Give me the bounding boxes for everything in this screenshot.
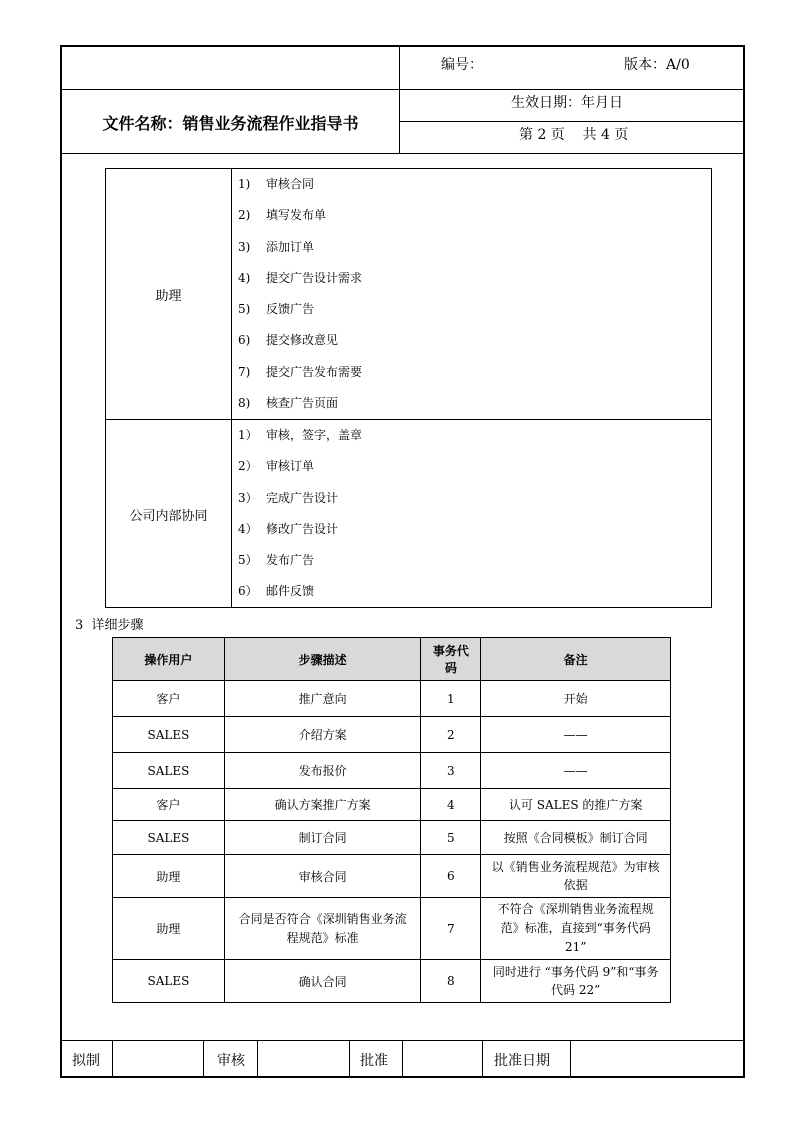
- cell-user: 客户: [113, 681, 225, 717]
- cell-desc: 介绍方案: [224, 717, 421, 753]
- review-label: 审核: [217, 1052, 245, 1069]
- list-item: 6） 邮件反馈: [238, 584, 315, 599]
- cell-code: 3: [421, 753, 481, 789]
- cell-desc: 确认方案推广方案: [224, 789, 421, 821]
- list-item: 6) 提交修改意见: [238, 333, 339, 348]
- cell-note: ——: [481, 717, 671, 753]
- section-title: 3 详细步骤: [75, 618, 144, 633]
- column-header: 备注: [481, 638, 671, 681]
- list-item: 4) 提交广告设计需求: [238, 270, 363, 285]
- cell-code: 6: [421, 855, 481, 898]
- document-frame: [60, 45, 745, 1078]
- cell-note: ——: [481, 753, 671, 789]
- footer-divider: [570, 1041, 571, 1078]
- cell-user: SALES: [113, 960, 225, 1003]
- list-item: 3) 添加订单: [238, 239, 315, 254]
- header-line-1: [62, 89, 745, 90]
- page-info: 第 2 页 共 4 页: [519, 127, 629, 143]
- cell-code: 5: [421, 821, 481, 855]
- cell-desc: 审核合同: [224, 855, 421, 898]
- cell-user: 客户: [113, 789, 225, 821]
- list-item: 5) 反馈广告: [238, 302, 315, 317]
- cell-desc: 制订合同: [224, 821, 421, 855]
- footer-divider: [349, 1041, 350, 1078]
- column-header: 步骤描述: [224, 638, 421, 681]
- column-header: 事务代码: [421, 638, 481, 681]
- cell-note: 同时进行 “事务代码 9”和“事务代码 22”: [481, 960, 671, 1003]
- approve-label: 批准: [360, 1052, 388, 1069]
- cell-code: 8: [421, 960, 481, 1003]
- list-item: 1） 审核，签字，盖章: [238, 428, 363, 442]
- table-row: [113, 681, 671, 717]
- doc-number-label: 编号：: [441, 57, 483, 73]
- cell-user: SALES: [113, 717, 225, 753]
- list-item: 7) 提交广告发布需要: [238, 364, 363, 379]
- cell-user: 助理: [113, 898, 225, 960]
- cell-user: SALES: [113, 821, 225, 855]
- cell-desc: 确认合同: [224, 960, 421, 1003]
- cell-code: 7: [421, 898, 481, 960]
- cell-code: 2: [421, 717, 481, 753]
- steps-table: [112, 637, 671, 1003]
- role-label: 助理: [155, 288, 182, 304]
- task-list: [238, 169, 362, 419]
- footer-divider: [402, 1041, 403, 1078]
- table-row: [113, 821, 671, 855]
- signature-footer: [60, 1041, 745, 1078]
- list-item: 3） 完成广告设计: [238, 490, 339, 505]
- column-header: 操作用户: [113, 638, 225, 681]
- cell-desc: 发布报价: [224, 753, 421, 789]
- table-row: [113, 753, 671, 789]
- cell-desc: 合同是否符合《深圳销售业务流程规范》标准: [224, 898, 421, 960]
- version-label: 版本：A/0: [624, 57, 690, 73]
- cell-code: 4: [421, 789, 481, 821]
- cell-note: 以《销售业务流程规范》为审核依据: [481, 855, 671, 898]
- cell-note: 不符合《深圳销售业务流程规范》标准，直接到“事务代码 21”: [481, 898, 671, 960]
- cell-note: 认可 SALES 的推广方案: [481, 789, 671, 821]
- header-line-2: [399, 121, 745, 122]
- cell-desc: 推广意向: [224, 681, 421, 717]
- cell-user: SALES: [113, 753, 225, 789]
- footer-divider: [257, 1041, 258, 1078]
- table-row: [113, 717, 671, 753]
- cell-code: 1: [421, 681, 481, 717]
- roles-table: [105, 168, 712, 608]
- table-row: [113, 789, 671, 821]
- effective-date: 生效日期：年月日: [511, 95, 623, 111]
- cell-note: 按照《合同模板》制订合同: [481, 821, 671, 855]
- task-list: [238, 420, 362, 608]
- approve-date-label: 批准日期: [494, 1052, 550, 1069]
- footer-divider: [482, 1041, 483, 1078]
- draft-label: 拟制: [72, 1052, 100, 1069]
- header-line-3: [62, 153, 745, 154]
- role-label: 公司内部协同: [129, 508, 208, 524]
- header-divider: [399, 47, 400, 153]
- cell-note: 开始: [481, 681, 671, 717]
- role-row-assistant: [106, 169, 711, 419]
- list-item: 2） 审核订单: [238, 459, 315, 474]
- role-row-internal: [106, 420, 711, 608]
- file-name-title: 文件名称：销售业务流程作业指导书: [102, 113, 359, 133]
- table-row: [113, 855, 671, 898]
- list-item: 2) 填写发布单: [238, 208, 327, 223]
- cell-user: 助理: [113, 855, 225, 898]
- list-item: 5） 发布广告: [238, 553, 315, 568]
- footer-divider: [203, 1041, 204, 1078]
- list-item: 8) 核查广告页面: [238, 396, 339, 411]
- footer-divider: [112, 1041, 113, 1078]
- list-item: 4） 修改广告设计: [238, 521, 339, 536]
- table-row: [113, 960, 671, 1003]
- table-header-row: [113, 638, 671, 681]
- table-row: [113, 898, 671, 960]
- list-item: 1) 审核合同: [238, 177, 315, 191]
